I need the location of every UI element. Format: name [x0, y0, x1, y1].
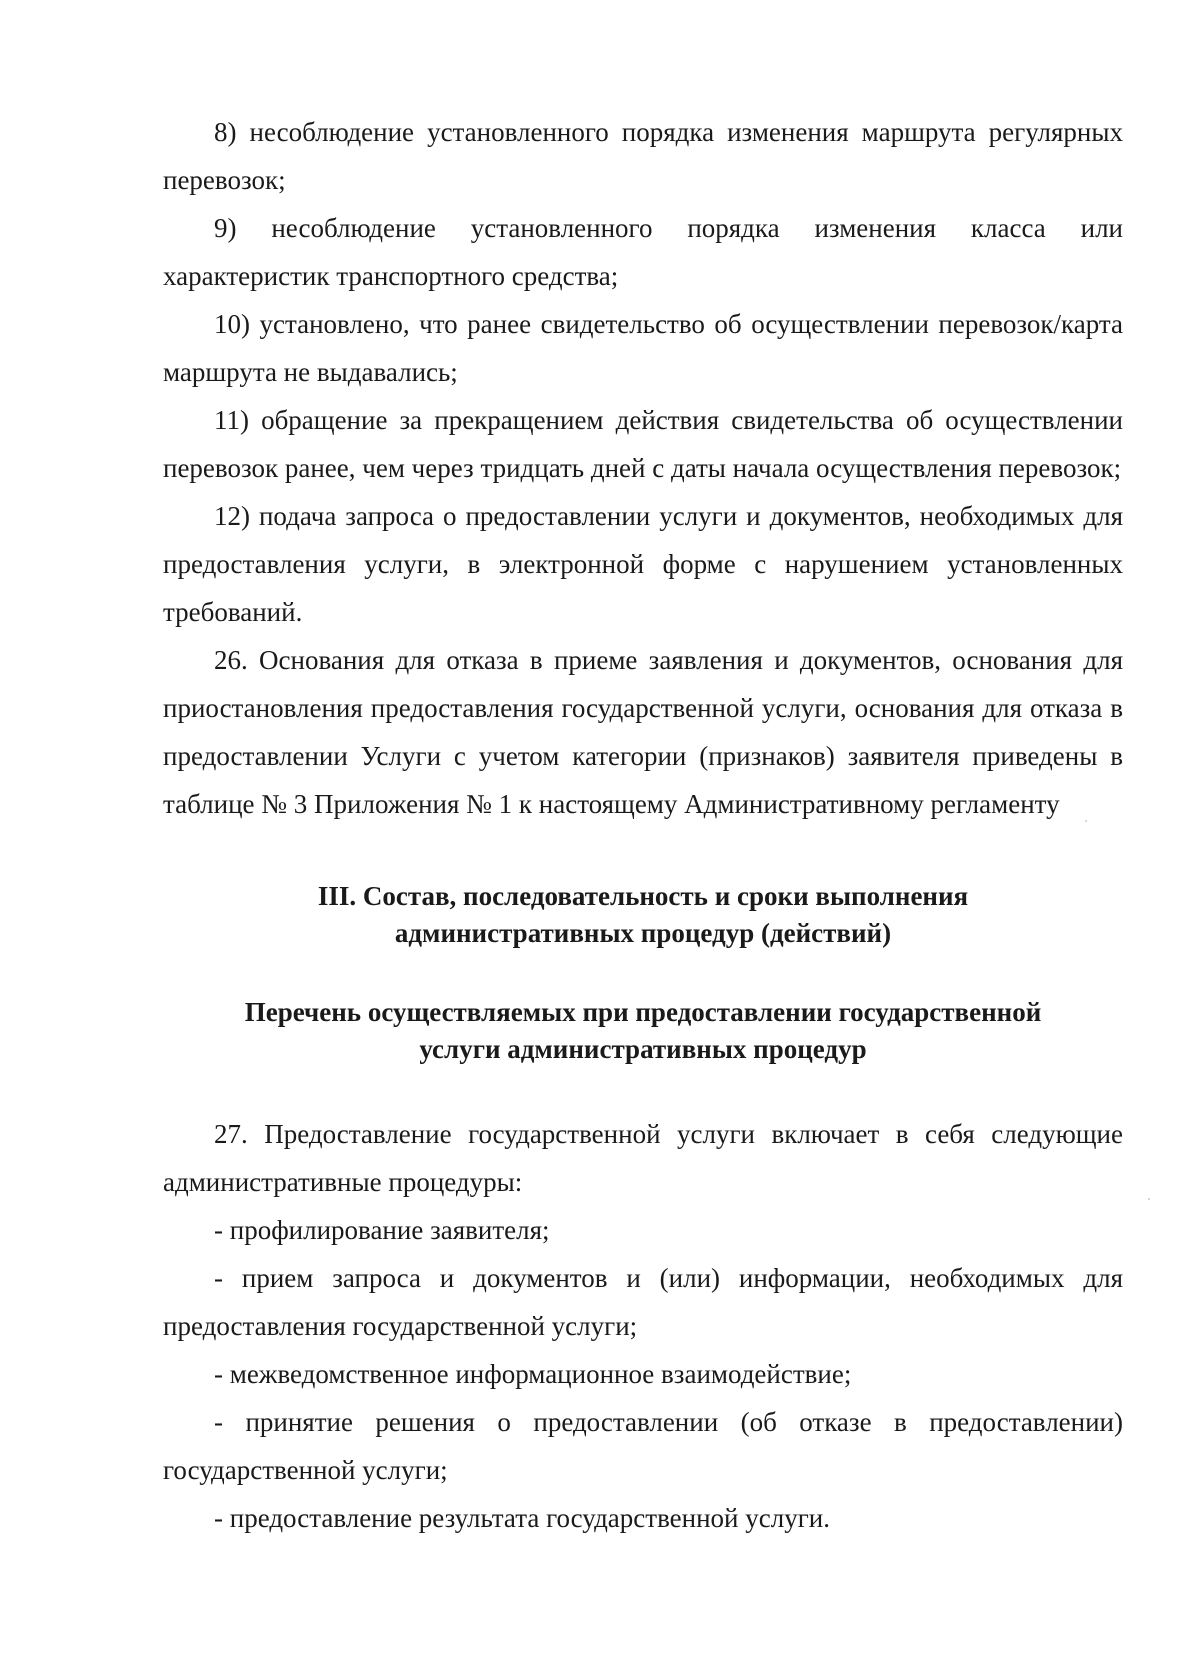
list-item-11: 11) обращение за прекращением действия свидетельства об осуществлении перевозок ранее, чем через тридцать дней с даты начала осуществления перевозок;	[163, 405, 1123, 483]
procedure-item-4: - принятие решения о предоставлении (об отказе в предоставлении) государственной услуги;	[163, 1407, 1123, 1485]
list-item-12: 12) подача запроса о предоставлении услуги и документов, необходимых для предоставления услуги, в электронной форме с нарушением установленных требований.	[163, 501, 1123, 627]
procedure-item-2: - прием запроса и документов и (или) информации, необходимых для предоставления государственной услуги;	[163, 1263, 1123, 1341]
list-item-10: 10) установлено, что ранее свидетельство об осуществлении перевозок/карта маршрута не выдавались;	[163, 309, 1123, 387]
section-heading	[163, 878, 1123, 952]
subsection-heading	[163, 994, 1123, 1068]
paragraph-27: 27. Предоставление государственной услуги включает в себя следующие административные процедуры:	[163, 1119, 1123, 1197]
document-body	[163, 108, 1123, 1542]
procedures-block	[163, 1110, 1123, 1542]
scan-speck	[1085, 820, 1087, 822]
scan-speck	[1148, 1198, 1150, 1200]
subsection-heading-line-2: услуги административных процедур	[419, 1034, 867, 1064]
subsection-heading-line-1: Перечень осуществляемых при предоставлении государственной	[244, 997, 1042, 1027]
list-item-9: 9) несоблюдение установленного порядка изменения класса или характеристик транспортного средства;	[163, 213, 1123, 291]
procedure-item-3: - межведомственное информационное взаимодействие;	[214, 1359, 852, 1389]
procedure-item-5: - предоставление результата государственной услуги.	[214, 1503, 830, 1533]
procedure-item-1: - профилирование заявителя;	[214, 1215, 550, 1245]
paragraph-26: 26. Основания для отказа в приеме заявления и документов, основания для приостановления предоставления государственной услуги, основания для отказа в предоставлении Услуги с учетом категории (признаков) заявителя приведены в таблице № 3 Приложения № 1 к настоящему Административному регламенту	[163, 645, 1123, 819]
section-heading-line-2: административных процедур (действий)	[394, 918, 892, 948]
section-heading-line-1: III. Состав, последовательность и сроки выполнения	[317, 881, 969, 911]
list-item-8: 8) несоблюдение установленного порядка изменения маршрута регулярных перевозок;	[163, 117, 1123, 195]
